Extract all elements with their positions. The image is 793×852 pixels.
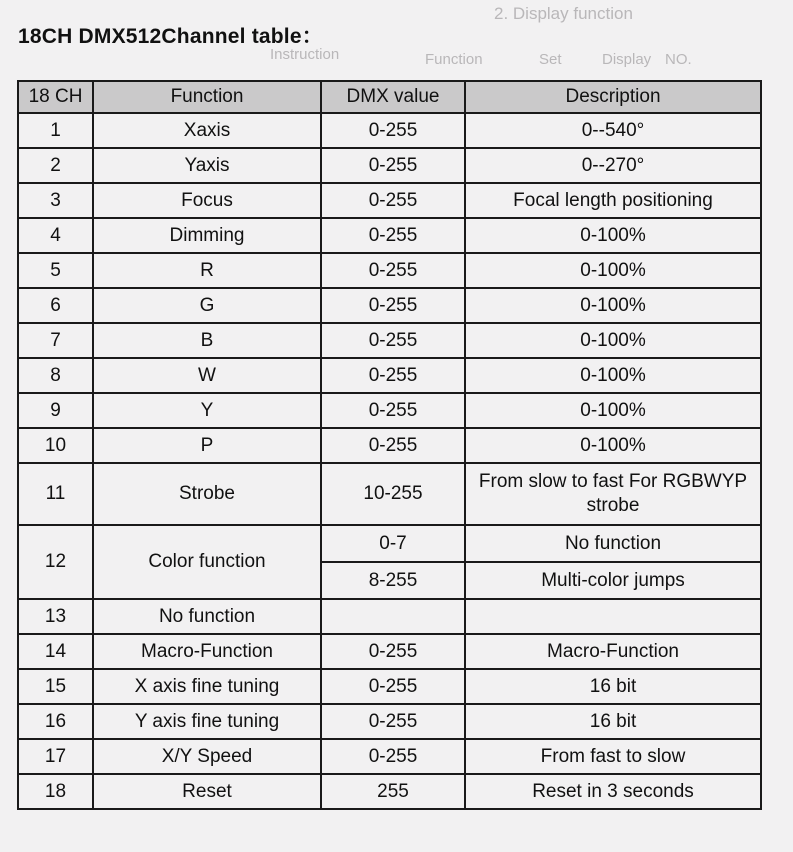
- channel-function: G: [93, 288, 321, 323]
- channel-function: R: [93, 253, 321, 288]
- channel-number: 10: [18, 428, 93, 463]
- dmx-value: 8-255: [321, 562, 465, 599]
- table-header-row: [18, 81, 761, 113]
- dmx-value: 0-255: [321, 739, 465, 774]
- channel-number: 18: [18, 774, 93, 809]
- header-dmx-value: DMX value: [321, 81, 465, 113]
- dmx-value: 0-255: [321, 218, 465, 253]
- dmx-channel-table: [17, 80, 762, 810]
- table-row: [18, 428, 761, 463]
- bleed-heading: 2. Display function: [494, 4, 633, 23]
- channel-function: Color function: [93, 525, 321, 599]
- channel-description: 16 bit: [465, 669, 761, 704]
- dmx-value: 0-7: [321, 525, 465, 562]
- table-row: [18, 634, 761, 669]
- channel-description: From fast to slow: [465, 739, 761, 774]
- channel-description: 0-100%: [465, 323, 761, 358]
- channel-function: X/Y Speed: [93, 739, 321, 774]
- table-row: [18, 393, 761, 428]
- dmx-value: 0-255: [321, 358, 465, 393]
- table-row: [18, 288, 761, 323]
- dmx-value: 0-255: [321, 183, 465, 218]
- channel-description: 0-100%: [465, 288, 761, 323]
- table-row: [18, 774, 761, 809]
- channel-number: 5: [18, 253, 93, 288]
- table-row: [18, 669, 761, 704]
- table-row: [18, 183, 761, 218]
- channel-function: X axis fine tuning: [93, 669, 321, 704]
- table-row: [18, 323, 761, 358]
- channel-function: Y axis fine tuning: [93, 704, 321, 739]
- dmx-value: 0-255: [321, 288, 465, 323]
- dmx-value: 0-255: [321, 113, 465, 148]
- channel-description: No function: [465, 525, 761, 562]
- bleed-col-function: Function: [425, 51, 483, 68]
- channel-description: [465, 463, 761, 525]
- channel-function: Reset: [93, 774, 321, 809]
- channel-number: 3: [18, 183, 93, 218]
- channel-function: Dimming: [93, 218, 321, 253]
- table-row: [18, 739, 761, 774]
- channel-description: 0-100%: [465, 428, 761, 463]
- header-function: Function: [93, 81, 321, 113]
- channel-description: 0--540°: [465, 113, 761, 148]
- dmx-value: 0-255: [321, 393, 465, 428]
- table-row: [18, 113, 761, 148]
- table-row: [18, 525, 761, 562]
- channel-number: 6: [18, 288, 93, 323]
- bleed-col-no: NO.: [665, 51, 692, 68]
- dmx-value: 0-255: [321, 323, 465, 358]
- channel-description: 0-100%: [465, 393, 761, 428]
- header-channel: 18 CH: [18, 81, 93, 113]
- channel-description: 0--270°: [465, 148, 761, 183]
- table-row: [18, 463, 761, 525]
- channel-number: 13: [18, 599, 93, 634]
- page-title: 18CH DMX512Channel table：: [18, 25, 323, 48]
- channel-number: 8: [18, 358, 93, 393]
- channel-description: 0-100%: [465, 218, 761, 253]
- channel-description: Macro-Function: [465, 634, 761, 669]
- dmx-value: 0-255: [321, 704, 465, 739]
- channel-number: 2: [18, 148, 93, 183]
- channel-function: B: [93, 323, 321, 358]
- channel-function: Strobe: [93, 463, 321, 525]
- strobe-description-line-2: For RGBWYP strobe: [586, 471, 748, 516]
- channel-function: W: [93, 358, 321, 393]
- channel-description: Reset in 3 seconds: [465, 774, 761, 809]
- dmx-value: [321, 599, 465, 634]
- channel-function: P: [93, 428, 321, 463]
- channel-function: Xaxis: [93, 113, 321, 148]
- table-row: [18, 704, 761, 739]
- channel-number: 4: [18, 218, 93, 253]
- dmx-value: 0-255: [321, 669, 465, 704]
- channel-description: 0-100%: [465, 253, 761, 288]
- bleed-col-instruction: Instruction: [270, 46, 340, 63]
- channel-number: 7: [18, 323, 93, 358]
- table-row: [18, 253, 761, 288]
- dmx-value: 0-255: [321, 428, 465, 463]
- channel-number: 14: [18, 634, 93, 669]
- dmx-value: 10-255: [321, 463, 465, 525]
- channel-description: Focal length positioning: [465, 183, 761, 218]
- channel-function: Yaxis: [93, 148, 321, 183]
- channel-description: 16 bit: [465, 704, 761, 739]
- channel-description: Multi-color jumps: [465, 562, 761, 599]
- bleed-col-set: Set: [539, 51, 562, 68]
- header-description: Description: [465, 81, 761, 113]
- channel-function: Y: [93, 393, 321, 428]
- channel-function: No function: [93, 599, 321, 634]
- dmx-value: 0-255: [321, 634, 465, 669]
- channel-function: Focus: [93, 183, 321, 218]
- table-row: [18, 218, 761, 253]
- channel-number: 1: [18, 113, 93, 148]
- channel-number: 17: [18, 739, 93, 774]
- dmx-value: 255: [321, 774, 465, 809]
- strobe-description-line-1: From slow to fast: [478, 471, 624, 493]
- channel-description: [465, 599, 761, 634]
- channel-number: 16: [18, 704, 93, 739]
- table-row: [18, 148, 761, 183]
- channel-description: 0-100%: [465, 358, 761, 393]
- channel-number: 12: [18, 525, 93, 599]
- bleed-col-display: Display: [602, 51, 652, 68]
- dmx-value: 0-255: [321, 253, 465, 288]
- table-row: [18, 358, 761, 393]
- channel-number: 15: [18, 669, 93, 704]
- channel-number: 11: [18, 463, 93, 525]
- channel-number: 9: [18, 393, 93, 428]
- channel-function: Macro-Function: [93, 634, 321, 669]
- dmx-value: 0-255: [321, 148, 465, 183]
- table-row: [18, 599, 761, 634]
